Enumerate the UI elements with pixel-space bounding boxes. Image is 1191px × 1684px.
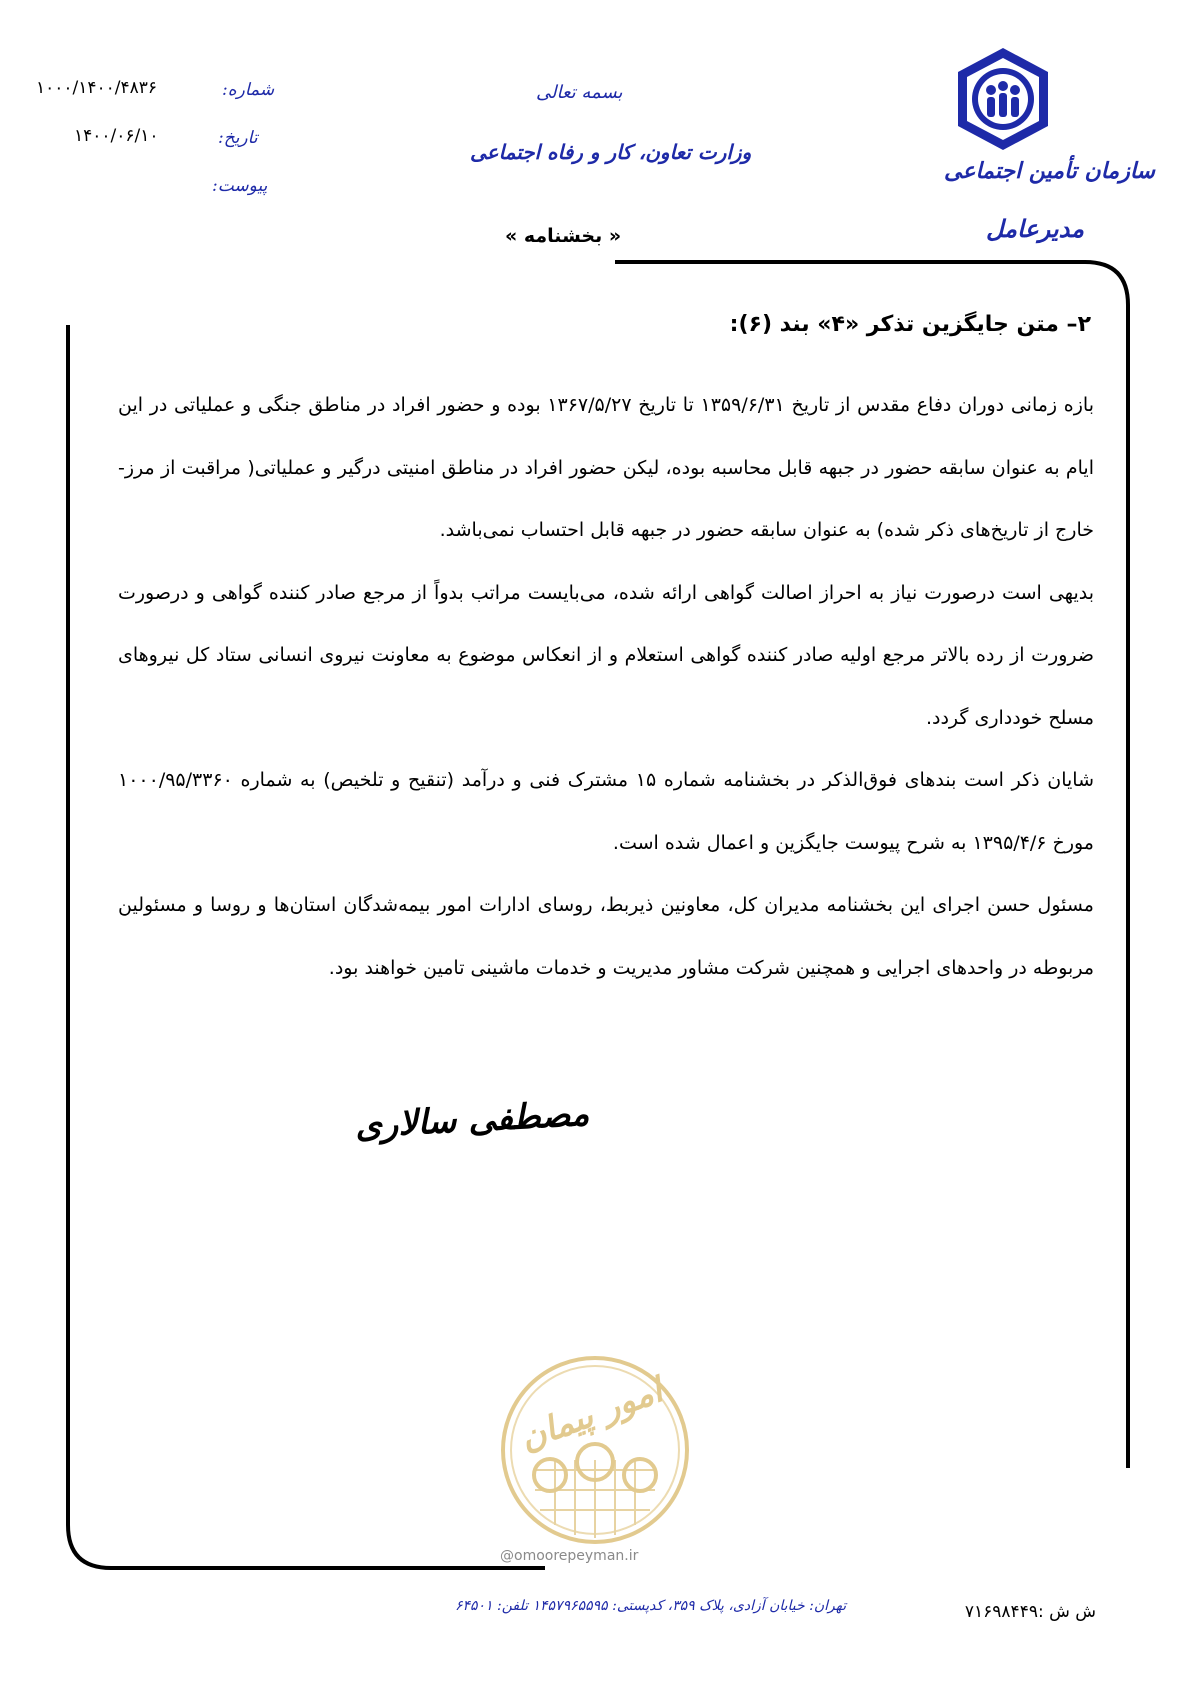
doc-type-title: « بخشنامه » [505,225,622,247]
watermark-site: @omoorepeyman.ir [500,1548,639,1564]
section-heading: ۲– متن جایگزین تذکر «۴» بند (۶): [729,312,1091,337]
paragraph: مسئول حسن اجرای این بخشنامه مدیران کل، معاونین ذیربط، روسای ادارات امور بیمه‌شدگان استان‌ها و روسا و مسئولین مربوطه در واحدهای اجرایی و همچنین شرکت مشاور مدیریت و خدمات ماشینی تامین خواهند بود. [118,894,1094,979]
office-title: مدیرعامل [986,214,1085,243]
body-content [118,374,1094,999]
paragraph: بازه زمانی دوران دفاع مقدس از تاریخ ۱۳۵۹/۶/۳۱ تا تاریخ ۱۳۶۷/۵/۲۷ بوده و حضور افراد در مناطق جنگی و عملیاتی در این ایام به عنوان سابقه حضور در جبهه قابل محاسبه بوده، لیکن حضور افراد در مناطق امنیتی درگیر و عملیاتی( مراقبت از مرز- خارج از تاریخ‌های ذکر شده) به عنوان سابقه حضور در جبهه قابل احتساب نمی‌باشد. [118,394,1094,541]
ministry-title: وزارت تعاون، کار و رفاه اجتماعی [470,140,752,164]
footer-address: تهران: خیابان آزادی، پلاک ۳۵۹، کدپستی: ۱۴۵۷۹۶۵۵۹۵ تلفن: ۶۴۵۰۱ [455,1598,847,1614]
date-label: تاریخ: [218,128,258,148]
basmala: بسمه تعالی [536,82,623,103]
signature: مصطفی سالاری [354,1093,591,1147]
number-label: شماره: [222,80,275,100]
watermark-stamp [495,1350,695,1550]
attachment-label: پیوست: [212,176,268,196]
paragraph: شایان ذکر است بندهای فوق‌الذکر در بخشنامه شماره ۱۵ مشترک فنی و درآمد (تنقیح و تلخیص) به شماره ۱۰۰۰/۹۵/۳۳۶۰ مورخ ۱۳۹۵/۴/۶ به شرح پیوست جایگزین و اعمال شده است. [118,769,1095,854]
paragraph: بدیهی است درصورت نیاز به احراز اصالت گواهی ارائه شده، می‌بایست مراتب بدواً از مرجع صادر کننده گواهی و درصورت ضرورت از رده بالاتر مرجع اولیه صادر کننده گواهی استعلام و از انعکاس موضوع به معاونت نیروی انسانی ستاد کل نیروهای مسلح خودداری گردد. [118,581,1094,729]
number-value: ۱۰۰۰/۱۴۰۰/۴۸۳۶ [36,78,158,98]
org-name: سازمان تأمین اجتماعی [944,158,1155,184]
date-value: ۱۴۰۰/۰۶/۱۰ [74,126,159,146]
watermark-text: امور پیمان [514,1370,668,1459]
footer-code: ش ش :۷۱۶۹۸۴۴۹ [964,1602,1096,1622]
